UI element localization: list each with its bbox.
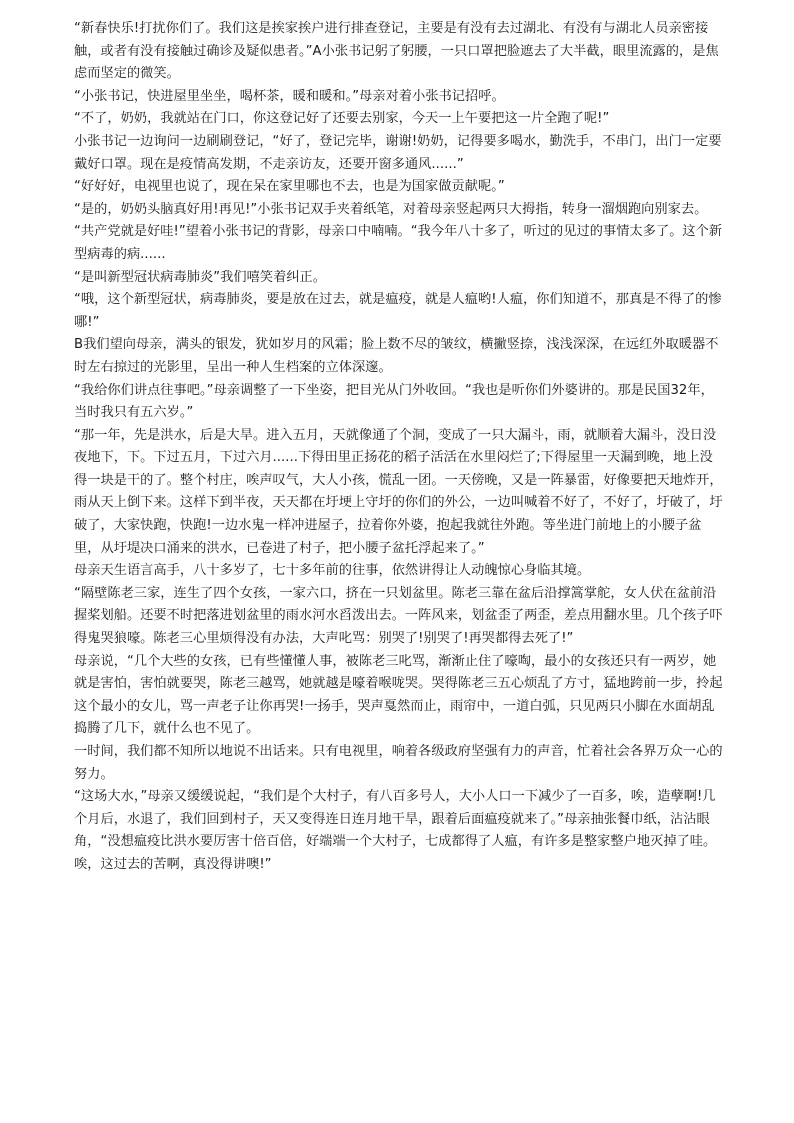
paragraph: “好好好，电视里也说了，现在呆在家里哪也不去，也是为国家做贡献呢。”	[74, 179, 505, 195]
paragraph: 一时间，我们都不知所以地说不出话来。只有电视里，响着各级政府坚强有力的声音，忙着社会各界万众一心的努力。	[74, 744, 723, 782]
paragraph: “不了，奶奶，我就站在门口，你这登记好了还要去别家，今天一上午要把这一片全跑了呢!”	[74, 111, 610, 127]
paragraph: “是的，奶奶头脑真好用!再见!”小张书记双手夹着纸笔，对着母亲竖起两只大拇指，转身一溜烟跑向别家去。	[74, 201, 708, 217]
paragraph: “那一年，先是洪水，后是大旱。进入五月，天就像通了个洞，变成了一只大漏斗，雨，就顺着大漏斗，没日没夜地下，下。下过五月，下过六月......下得田里正扬花的稻子活活在水里闷烂了;下得屋里一天漏到晚，地上没得一块是干的了。整个村庄，唉声叹气，大人小孩，慌乱一团。一天傍晚，又是一阵暴雷，好像要把天地炸开，雨从天上倒下来。这样下到半夜，天天都在圩埂上守圩的你们的外公，一边叫喊着不好了，不好了，圩破了，圩破了，大家快跑，快跑!一边水鬼一样冲进屋子，拉着你外婆，抱起我就往外跑。等坐进门前地上的小腰子盆里，从圩堤决口涌来的洪水，已卷进了村子，把小腰子盆托浮起来了。”	[74, 427, 723, 556]
paragraph: 小张书记一边询问一边刷刷登记，“好了，登记完毕，谢谢!奶奶，记得要多喝水，勤洗手，不串门，出门一定要戴好口罩。现在是疫情高发期，不走亲访友，还要开窗多通风......”	[74, 133, 722, 172]
paragraph: “这场大水，”母亲又缓缓说起，“我们是个大村子，有八百多号人，大小人口一下减少了一百多，唉，造孽啊!几个月后，水退了，我们回到村子，天又变得连日连月地干旱，跟着后面瘟疫就来了。”母亲抽张餐巾纸，沾沾眼角，“没想瘟疫比洪水要厉害十倍百倍，好端端一个大村子，七成都得了人瘟，有许多是整家整户地灭掉了哇。唉，这过去的苦啊，真没得讲噢!”	[74, 789, 717, 872]
paragraph: “是叫新型冠状病毒肺炎”我们嘻笑着纠正。	[74, 269, 327, 285]
paragraph: “小张书记，快进屋里坐坐，喝杯茶，暖和暖和。”母亲对着小张书记招呼。	[74, 88, 505, 104]
paragraph: “哦，这个新型冠状，病毒肺炎，要是放在过去，就是瘟疫，就是人瘟哟!人瘟，你们知道不，那真是不得了的惨哪!”	[74, 292, 722, 330]
paragraph: “我给你们讲点往事吧。”母亲调整了一下坐姿，把目光从门外收回。“我也是听你们外婆讲的。那是民国32年，当时我只有五六岁。”	[74, 382, 714, 421]
paragraph: “共产党就是好哇!”望着小张书记的背影，母亲口中喃喃。“我今年八十多了，听过的见过的事情太多了。这个新型病毒的病......	[74, 224, 723, 262]
paragraph: “新春快乐!打扰你们了。我们这是挨家挨户进行排查登记，主要是有没有去过湖北、有没有与湖北人员亲密接触，或者有没有接触过确诊及疑似患者。”A小张书记躬了躬腰，一只口罩把脸遮去了大半截，眼里流露的，是焦虑而坚定的微笑。	[74, 21, 719, 82]
paragraph: “隔壁陈老三家，连生了四个女孩，一家六口，挤在一只划盆里。陈老三靠在盆后沿撑篙掌舵，女人伏在盆前沿握桨划船。还要不时把落进划盆里的雨水河水舀泼出去。一阵风来，划盆歪了两歪，差点用翻水里。几个孩子吓得鬼哭狼嚎。陈老三心里烦得没有办法，大声叱骂：别哭了!别哭了!再哭都得去死了!”	[74, 585, 723, 647]
document-body	[74, 18, 724, 877]
paragraph: 母亲天生语言高手，八十多岁了，七十多年前的往事，依然讲得让人动魄惊心身临其境。	[74, 563, 591, 579]
paragraph: B我们望向母亲，满头的银发，犹如岁月的风霜；脸上数不尽的皱纹，横撇竖捺，浅浅深深，在远红外取暖器不时左右掠过的光影里，呈出一种人生档案的立体深邃。	[74, 337, 719, 375]
paragraph: 母亲说，“几个大些的女孩，已有些懂懂人事，被陈老三叱骂，渐渐止住了嚎啕，最小的女孩还只有一两岁，她就是害怕，害怕就要哭，陈老三越骂，她就越是嚎着喉咙哭。哭得陈老三五心烦乱了方寸，猛地跨前一步，拎起这个最小的女儿，骂一声老子让你再哭!一扬手，哭声戛然而止，雨帘中，一道白弧，只见两只小脚在水面胡乱捣腾了几下，就什么也不见了。	[74, 653, 723, 737]
